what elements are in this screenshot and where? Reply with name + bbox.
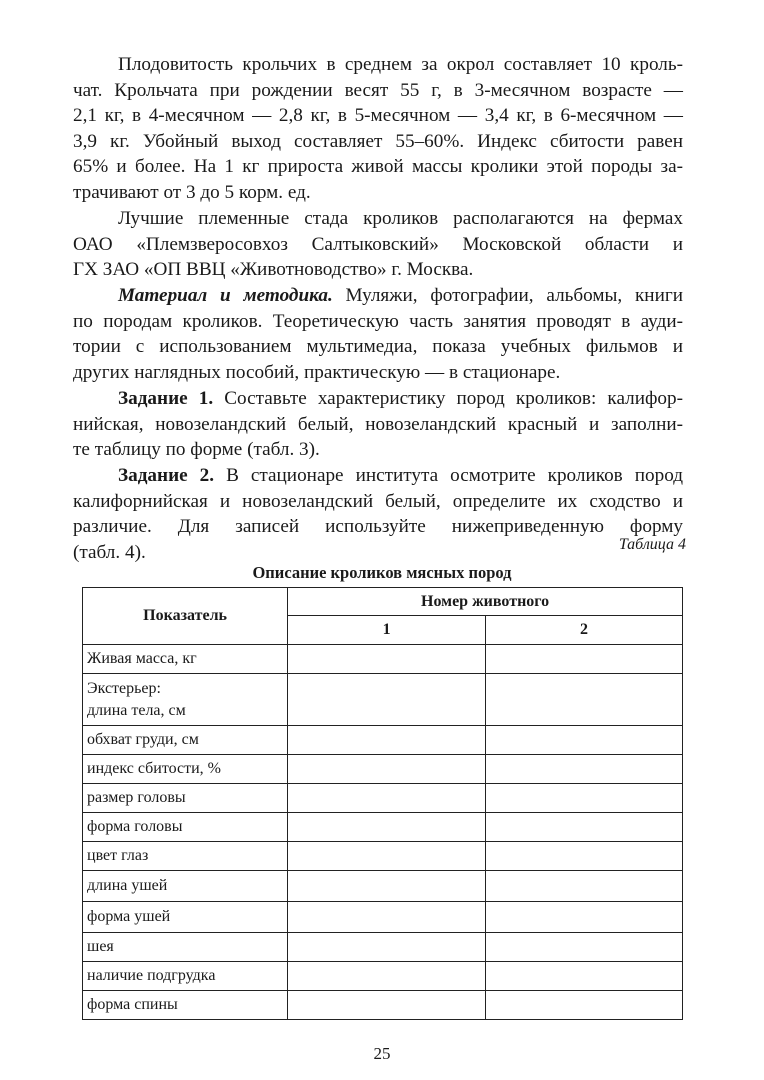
text-line: ОАО «Племзверосовхоз Салтыковский» Московской области и — [73, 233, 683, 255]
cell-animal-2[interactable] — [486, 871, 683, 902]
row-label: шея — [83, 933, 288, 962]
row-label: Живая масса, кг — [83, 645, 288, 674]
row-label: размер головы — [83, 784, 288, 813]
text-line: различие. Для записей используйте нижеприведенную форму — [73, 516, 683, 538]
row-label: Экстерьер: длина тела, см — [83, 674, 288, 726]
table-title: Описание кроликов мясных пород — [252, 563, 512, 582]
table-row — [83, 871, 683, 902]
cell-animal-2[interactable] — [486, 755, 683, 784]
cell-animal-1[interactable] — [288, 755, 486, 784]
cell-animal-2[interactable] — [486, 813, 683, 842]
text-line: те таблицу по форме (табл. 3). — [73, 439, 320, 461]
cell-animal-2[interactable] — [486, 842, 683, 871]
cell-animal-2[interactable] — [486, 726, 683, 755]
cell-animal-1[interactable] — [288, 962, 486, 991]
row-label: форма головы — [83, 813, 288, 842]
table-row — [83, 962, 683, 991]
text-line: других наглядных пособий, практическую — в стационаре. — [73, 361, 561, 383]
cell-animal-1[interactable] — [288, 784, 486, 813]
header-animal-number: Номер животного — [288, 588, 683, 616]
paragraph-task-2 — [73, 463, 683, 565]
table-row — [83, 755, 683, 784]
section-lead: Материал и методика. — [118, 285, 333, 306]
text-line: Составьте характеристику пород кроликов: калифор- — [213, 388, 683, 409]
cell-animal-2[interactable] — [486, 962, 683, 991]
cell-animal-2[interactable] — [486, 645, 683, 674]
paragraph-materials-methods — [73, 283, 683, 385]
cell-animal-1[interactable] — [288, 991, 486, 1020]
text-line: калифорнийская и новозеландский белый, определите их сходство и — [73, 490, 683, 512]
cell-animal-1[interactable] — [288, 726, 486, 755]
task-lead: Задание 1. — [118, 388, 214, 409]
paragraph-task-1 — [73, 386, 683, 463]
text-line: тории с использованием мультимедиа, показа учебных фильмов и — [73, 336, 683, 358]
text-line: нийская, новозеландский белый, новозеландский красный и заполни- — [73, 413, 683, 435]
text-line: Плодовитость крольчих в среднем за окрол составляет 10 кроль- — [118, 54, 683, 75]
text-line: В стационаре института осмотрите кроликов пород — [214, 465, 683, 486]
table-row — [83, 726, 683, 755]
text-line: чат. Крольчата при рождении весят 55 г, в 3-месячном возрасте — — [73, 79, 683, 101]
cell-animal-1[interactable] — [288, 902, 486, 933]
row-label: цвет глаз — [83, 842, 288, 871]
paragraph-fertility — [73, 52, 683, 206]
table-row — [83, 645, 683, 674]
row-label: форма ушей — [83, 902, 288, 933]
table-row — [83, 933, 683, 962]
text-line: по породам кроликов. Теоретическую часть занятия проводят в ауди- — [73, 310, 683, 332]
page-number: 25 — [373, 1044, 391, 1063]
table-header-row — [83, 588, 683, 616]
text-line: трачивают от 3 до 5 корм. ед. — [73, 181, 311, 203]
header-indicator: Показатель — [83, 588, 288, 645]
cell-animal-1[interactable] — [288, 645, 486, 674]
text-line: 65% и более. На 1 кг прироста живой массы кролики этой породы за- — [73, 156, 683, 178]
table-row — [83, 902, 683, 933]
cell-animal-2[interactable] — [486, 784, 683, 813]
table-row — [83, 842, 683, 871]
text-line: (табл. 4). — [73, 541, 146, 563]
row-label: форма спины — [83, 991, 288, 1020]
text-line: ГХ ЗАО «ОП ВВЦ «Животноводство» г. Москва. — [73, 259, 474, 281]
table-number-label: Таблица 4 — [618, 536, 686, 553]
cell-animal-1[interactable] — [288, 933, 486, 962]
cell-animal-2[interactable] — [486, 674, 683, 726]
rabbit-description-table — [82, 587, 683, 1020]
text-line: Муляжи, фотографии, альбомы, книги — [332, 285, 683, 306]
text-line: Лучшие племенные стада кроликов располагаются на фермах — [118, 208, 683, 229]
cell-animal-1[interactable] — [288, 813, 486, 842]
paragraph-breeding-farms — [73, 206, 683, 283]
cell-animal-2[interactable] — [486, 933, 683, 962]
header-column-2: 2 — [486, 616, 683, 645]
cell-animal-2[interactable] — [486, 991, 683, 1020]
task-lead: Задание 2. — [118, 465, 215, 486]
row-label: наличие подгрудка — [83, 962, 288, 991]
table-row — [83, 674, 683, 726]
table-row — [83, 813, 683, 842]
cell-animal-1[interactable] — [288, 674, 486, 726]
cell-animal-1[interactable] — [288, 871, 486, 902]
row-label: обхват груди, см — [83, 726, 288, 755]
row-label: индекс сбитости, % — [83, 755, 288, 784]
table-row — [83, 784, 683, 813]
text-line: 2,1 кг, в 4-месячном — 2,8 кг, в 5-месячном — 3,4 кг, в 6-месячном — — [73, 105, 683, 127]
cell-animal-2[interactable] — [486, 902, 683, 933]
table-row — [83, 991, 683, 1020]
row-label: длина ушей — [83, 871, 288, 902]
text-line: 3,9 кг. Убойный выход составляет 55–60%. Индекс сбитости равен — [73, 130, 683, 152]
header-column-1: 1 — [288, 616, 486, 645]
cell-animal-1[interactable] — [288, 842, 486, 871]
